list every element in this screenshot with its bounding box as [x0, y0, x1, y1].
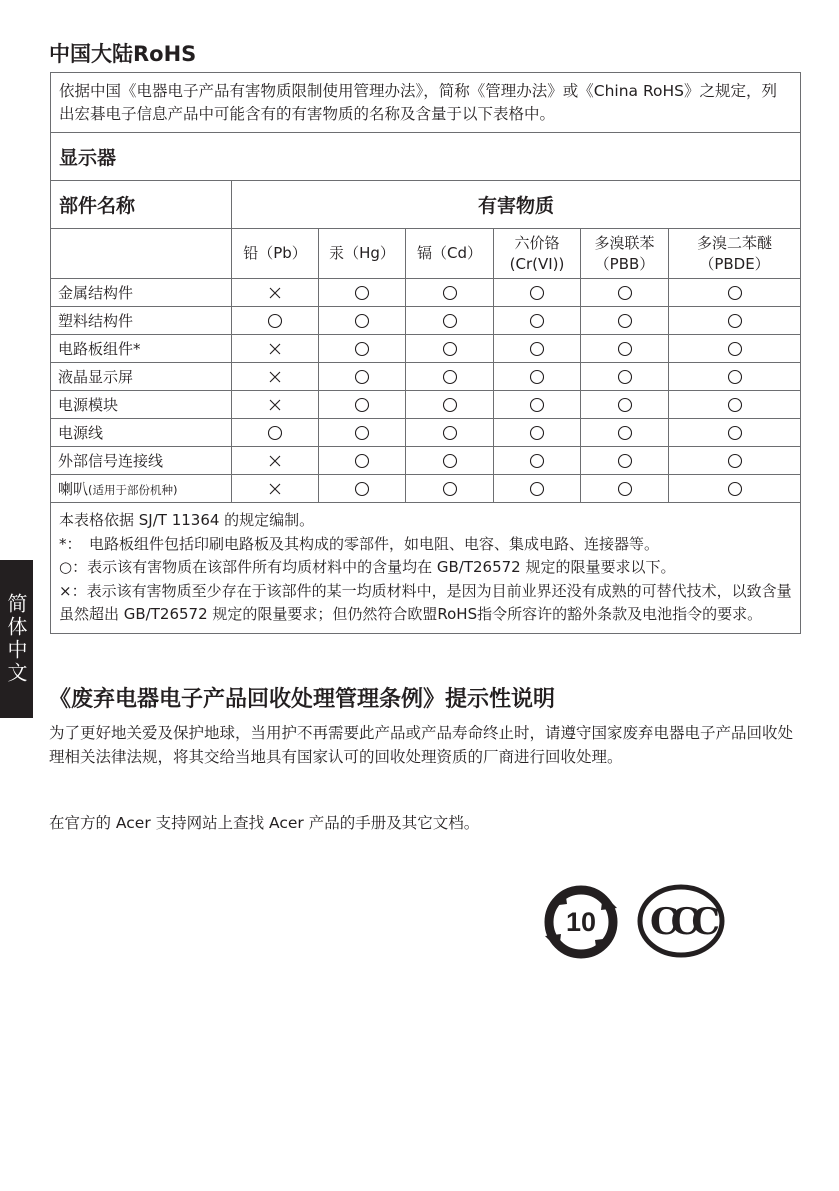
- substance-header-4: [581, 229, 669, 279]
- table-row: [51, 391, 801, 419]
- weee-body: 为了更好地关爱及保护地球，当用护不再需要此产品或产品寿命终止时，请遵守国家废弃电器电子产品回收处理相关法律法规，将其交给当地具有国家认可的回收处理资质的厂商进行回收处理。: [49, 724, 794, 766]
- cross-mark-icon: [268, 286, 282, 300]
- mark-below-limit: [406, 475, 494, 503]
- circle-mark-icon: [617, 481, 633, 497]
- rohs-intro: 依据中国《电器电子产品有害物质限制使用管理办法》，简称《管理办法》或《China RoHS》之规定，列出宏碁电子信息产品中可能含有的有害物质的名称及含量于以下表格中。: [51, 73, 801, 133]
- mark-below-limit: [669, 447, 801, 475]
- circle-mark-icon: [727, 341, 743, 357]
- mark-below-limit: [581, 363, 669, 391]
- mark-below-limit: [319, 363, 406, 391]
- circle-mark-icon: [617, 453, 633, 469]
- circle-mark-icon: [354, 313, 370, 329]
- mark-below-limit: [669, 419, 801, 447]
- mark-below-limit: [494, 447, 581, 475]
- table-row: [51, 419, 801, 447]
- circle-mark-icon: [617, 285, 633, 301]
- circle-mark-icon: [727, 285, 743, 301]
- substance-header-2: [406, 229, 494, 279]
- cross-mark-icon: [268, 370, 282, 384]
- mark-below-limit: [581, 419, 669, 447]
- circle-mark-icon: [354, 285, 370, 301]
- mark-below-limit: [319, 391, 406, 419]
- mark-exceeds-limit: [232, 335, 319, 363]
- part-name-cell: [51, 391, 232, 419]
- circle-mark-icon: [267, 425, 283, 441]
- rohs-section-title: 中国大陆RoHS: [49, 42, 197, 66]
- part-name-cell: [51, 475, 232, 503]
- substance-header-3: [494, 229, 581, 279]
- mark-below-limit: [581, 391, 669, 419]
- circle-mark-icon: [267, 313, 283, 329]
- substance-symbol: (Cr(VI)): [509, 254, 565, 273]
- circle-mark-icon: [529, 369, 545, 385]
- substance-header-1: [319, 229, 406, 279]
- mark-exceeds-limit: [232, 391, 319, 419]
- mark-below-limit: [406, 419, 494, 447]
- part-name-cell: [51, 279, 232, 307]
- substance-name: 多溴联苯: [594, 233, 655, 252]
- circle-mark-icon: [529, 397, 545, 413]
- substance-symbol: （PBDE）: [699, 254, 770, 273]
- note-line: ○：表示该有害物质在该部件所有均质材料中的含量均在 GB/T26572 规定的限量要求以下。: [59, 558, 676, 576]
- circle-mark-icon: [442, 425, 458, 441]
- weee-section-title: 《废弃电器电子产品回收处理管理条例》提示性说明: [49, 687, 556, 712]
- efup-years-text: 10: [565, 907, 597, 937]
- part-name: 外部信号连接线: [58, 452, 164, 470]
- substance-header-0: [232, 229, 319, 279]
- mark-below-limit: [494, 391, 581, 419]
- substance-symbol: （PBB）: [594, 254, 655, 273]
- product-name: 显示器: [51, 133, 801, 181]
- part-name-cell: [51, 447, 232, 475]
- part-note: (适用于部份机种): [88, 483, 178, 497]
- part-name: 电源线: [58, 424, 104, 442]
- note-line: ×：表示该有害物质至少存在于该部件的某一均质材料中，是因为目前业界还没有成熟的可替代技术，以致含量虽然超出 GB/T26572 规定的限量要求；但仍然符合欧盟RoHS指令所容许的豁外条款及电池指令的要求。: [59, 581, 792, 623]
- part-name-cell: [51, 419, 232, 447]
- circle-mark-icon: [727, 369, 743, 385]
- circle-mark-icon: [529, 313, 545, 329]
- rohs-table: [50, 72, 801, 634]
- note-line: *： 电路板组件包括印刷电路板及其构成的零部件，如电阻、电容、集成电路、连接器等。: [59, 534, 660, 553]
- cross-mark-icon: [268, 482, 282, 496]
- mark-below-limit: [581, 307, 669, 335]
- mark-below-limit: [406, 447, 494, 475]
- circle-mark-icon: [354, 453, 370, 469]
- mark-below-limit: [319, 307, 406, 335]
- circle-mark-icon: [529, 341, 545, 357]
- substance-name: 铅（Pb）: [243, 244, 307, 262]
- mark-below-limit: [669, 391, 801, 419]
- table-row: [51, 279, 801, 307]
- circle-mark-icon: [354, 425, 370, 441]
- mark-below-limit: [319, 335, 406, 363]
- substance-name: 汞（Hg）: [329, 244, 395, 262]
- note-line: 本表格依据 SJ/T 11364 的规定编制。: [59, 511, 315, 529]
- substance-header-row: [51, 229, 801, 279]
- mark-below-limit: [406, 279, 494, 307]
- circle-mark-icon: [529, 285, 545, 301]
- language-side-tab: [0, 560, 33, 718]
- table-row: [51, 335, 801, 363]
- circle-mark-icon: [442, 481, 458, 497]
- table-row: [51, 363, 801, 391]
- circle-mark-icon: [727, 453, 743, 469]
- mark-below-limit: [319, 447, 406, 475]
- ccc-text: CCC: [650, 901, 712, 943]
- substance-header-5: [669, 229, 801, 279]
- circle-mark-icon: [442, 369, 458, 385]
- substance-name: 镉（Cd）: [417, 244, 482, 262]
- circle-mark-icon: [442, 341, 458, 357]
- circle-mark-icon: [529, 481, 545, 497]
- part-name: 液晶显示屏: [58, 368, 134, 386]
- mark-exceeds-limit: [232, 279, 319, 307]
- circle-mark-icon: [442, 397, 458, 413]
- part-name: 塑料结构件: [58, 312, 134, 330]
- circle-mark-icon: [442, 453, 458, 469]
- mark-below-limit: [319, 419, 406, 447]
- mark-below-limit: [494, 475, 581, 503]
- substance-name: 多溴二苯醚: [696, 233, 772, 252]
- mark-below-limit: [669, 475, 801, 503]
- manual-note: 在官方的 Acer 支持网站上查找 Acer 产品的手册及其它文档。: [49, 814, 480, 832]
- mark-below-limit: [669, 279, 801, 307]
- mark-below-limit: [581, 475, 669, 503]
- mark-below-limit: [669, 335, 801, 363]
- mark-below-limit: [494, 363, 581, 391]
- circle-mark-icon: [529, 453, 545, 469]
- mark-below-limit: [232, 307, 319, 335]
- empty-header-cell: [51, 229, 232, 279]
- circle-mark-icon: [529, 425, 545, 441]
- mark-exceeds-limit: [232, 475, 319, 503]
- part-name-cell: [51, 363, 232, 391]
- mark-exceeds-limit: [232, 447, 319, 475]
- part-name-cell: [51, 307, 232, 335]
- part-name: 金属结构件: [58, 284, 134, 302]
- mark-below-limit: [494, 279, 581, 307]
- efup-10-years-logo: [541, 884, 621, 960]
- ccc-certification-logo: [637, 884, 725, 958]
- mark-below-limit: [669, 307, 801, 335]
- mark-below-limit: [232, 419, 319, 447]
- mark-below-limit: [319, 279, 406, 307]
- circle-mark-icon: [442, 313, 458, 329]
- mark-below-limit: [494, 419, 581, 447]
- mark-exceeds-limit: [232, 363, 319, 391]
- mark-below-limit: [494, 307, 581, 335]
- circle-mark-icon: [617, 341, 633, 357]
- cross-mark-icon: [268, 342, 282, 356]
- mark-below-limit: [581, 279, 669, 307]
- circle-mark-icon: [617, 397, 633, 413]
- part-name: 电路板组件*: [58, 340, 141, 358]
- mark-below-limit: [406, 335, 494, 363]
- table-row: [51, 475, 801, 503]
- circle-mark-icon: [727, 397, 743, 413]
- circle-mark-icon: [727, 313, 743, 329]
- circle-mark-icon: [617, 313, 633, 329]
- part-name-cell: [51, 335, 232, 363]
- cross-mark-icon: [268, 398, 282, 412]
- mark-below-limit: [494, 335, 581, 363]
- mark-below-limit: [406, 307, 494, 335]
- part-name: 电源模块: [58, 396, 119, 414]
- circle-mark-icon: [617, 425, 633, 441]
- circle-mark-icon: [617, 369, 633, 385]
- table-row: [51, 307, 801, 335]
- circle-mark-icon: [354, 397, 370, 413]
- circle-mark-icon: [727, 425, 743, 441]
- mark-below-limit: [581, 447, 669, 475]
- mark-below-limit: [581, 335, 669, 363]
- table-row: [51, 447, 801, 475]
- mark-below-limit: [406, 363, 494, 391]
- circle-mark-icon: [442, 285, 458, 301]
- hazardous-substances-header: 有害物质: [232, 181, 801, 229]
- mark-below-limit: [669, 363, 801, 391]
- mark-below-limit: [406, 391, 494, 419]
- mark-below-limit: [319, 475, 406, 503]
- cross-mark-icon: [268, 454, 282, 468]
- substance-name: 六价铬: [514, 233, 560, 252]
- part-name: 喇叭: [58, 480, 89, 498]
- circle-mark-icon: [354, 481, 370, 497]
- circle-mark-icon: [354, 369, 370, 385]
- circle-mark-icon: [354, 341, 370, 357]
- circle-mark-icon: [727, 481, 743, 497]
- rohs-notes: [51, 503, 801, 634]
- language-side-tab-label: 简体中文: [4, 593, 28, 685]
- part-name-header: 部件名称: [51, 181, 232, 229]
